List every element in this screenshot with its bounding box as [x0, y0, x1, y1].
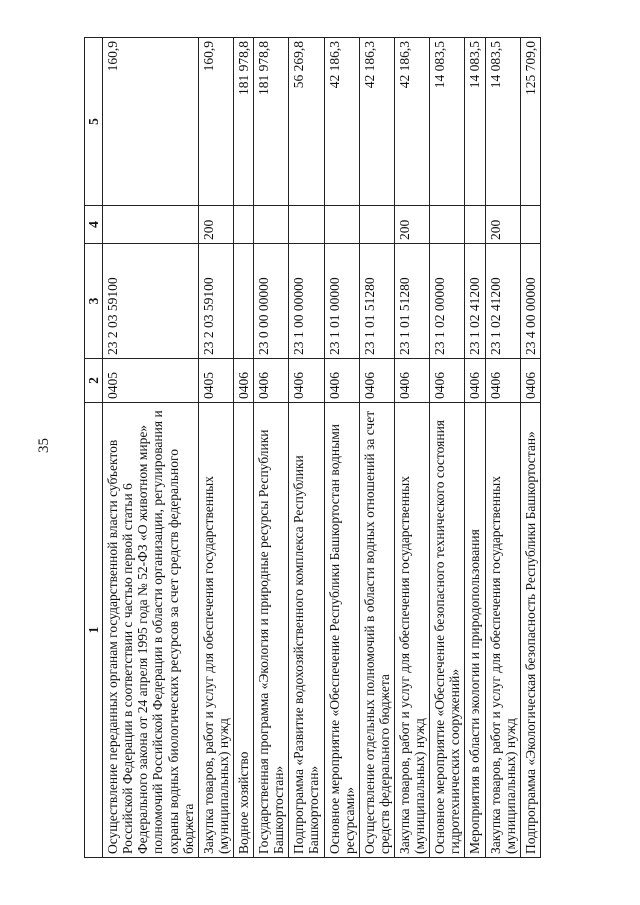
row-name: Подпрограмма «Экологическая безопасность Республики Башкортостан»	[520, 403, 540, 858]
row-expense-type: 200	[394, 206, 429, 244]
row-name: Водное хозяйство	[233, 403, 253, 858]
table-row	[289, 38, 324, 858]
table-row	[394, 38, 429, 858]
row-name: Мероприятия в области экологии и природопользования	[465, 403, 485, 858]
table-row	[485, 38, 520, 858]
row-expense-type	[430, 206, 465, 244]
row-amount: 160,9	[198, 38, 233, 206]
row-target-code	[233, 244, 253, 359]
row-name: Закупка товаров, работ и услуг для обеспечения государственных (муниципальных) нужд	[198, 403, 233, 858]
row-amount: 181 978,8	[254, 38, 289, 206]
table-row	[359, 38, 394, 858]
row-target-code: 23 0 00 00000	[254, 244, 289, 359]
row-section: 0406	[430, 359, 465, 403]
row-section: 0406	[394, 359, 429, 403]
row-section: 0406	[289, 359, 324, 403]
row-expense-type	[103, 206, 199, 244]
row-expense-type: 200	[198, 206, 233, 244]
row-name: Государственная программа «Экология и природные ресурсы Республики Башкортостан»	[254, 403, 289, 858]
row-target-code: 23 2 03 59100	[198, 244, 233, 359]
row-name: Осуществление переданных органам государственной власти субъектов Российской Федерации в соответствии с частью первой статьи 6 Федерального закона от 24 апреля 1995 года № 52-ФЗ «О животном мире» полномочий Российской Федерации в области организации, регулирования и охраны водных биологических ресурсов за счет средств федерального бюджета	[103, 403, 199, 858]
row-name: Подпрограмма «Развитие водохозяйственного комплекса Республики Башкортостан»	[289, 403, 324, 858]
header-cell-5: 5	[85, 38, 103, 206]
row-target-code: 23 1 00 00000	[289, 244, 324, 359]
row-name: Основное мероприятие «Обеспечение Республики Башкортостан водными ресурсами»	[324, 403, 359, 858]
header-cell-2: 2	[85, 359, 103, 403]
row-section: 0406	[520, 359, 540, 403]
row-amount: 42 186,3	[359, 38, 394, 206]
row-expense-type	[324, 206, 359, 244]
row-expense-type	[289, 206, 324, 244]
row-amount: 14 083,5	[465, 38, 485, 206]
row-target-code: 23 1 02 41200	[485, 244, 520, 359]
row-target-code: 23 1 01 00000	[324, 244, 359, 359]
row-target-code: 23 1 02 41200	[465, 244, 485, 359]
row-amount: 14 083,5	[485, 38, 520, 206]
row-section: 0405	[103, 359, 199, 403]
rotated-table-container	[84, 38, 558, 858]
row-section: 0406	[324, 359, 359, 403]
row-expense-type	[520, 206, 540, 244]
header-cell-1: 1	[85, 403, 103, 858]
row-section: 0406	[233, 359, 253, 403]
row-amount: 56 269,8	[289, 38, 324, 206]
row-section: 0406	[465, 359, 485, 403]
row-target-code: 23 1 02 00000	[430, 244, 465, 359]
row-target-code: 23 4 00 00000	[520, 244, 540, 359]
row-section: 0406	[485, 359, 520, 403]
row-amount: 42 186,3	[394, 38, 429, 206]
row-section: 0406	[254, 359, 289, 403]
row-name: Основное мероприятие «Обеспечение безопасного технического состояния гидротехнических сооружений»	[430, 403, 465, 858]
row-name: Закупка товаров, работ и услуг для обеспечения государственных (муниципальных) нужд	[485, 403, 520, 858]
row-expense-type: 200	[485, 206, 520, 244]
row-expense-type	[254, 206, 289, 244]
row-target-code: 23 2 03 59100	[103, 244, 199, 359]
row-name: Осуществление отдельных полномочий в области водных отношений за счет средств федерального бюджета	[359, 403, 394, 858]
header-cell-4: 4	[85, 206, 103, 244]
row-expense-type	[465, 206, 485, 244]
row-expense-type	[233, 206, 253, 244]
row-section: 0405	[198, 359, 233, 403]
table-row	[103, 38, 199, 858]
table-row	[198, 38, 233, 858]
row-target-code: 23 1 01 51280	[359, 244, 394, 359]
table-row	[465, 38, 485, 858]
row-amount: 42 186,3	[324, 38, 359, 206]
table-row	[520, 38, 540, 858]
table-row	[254, 38, 289, 858]
row-name: Закупка товаров, работ и услуг для обеспечения государственных (муниципальных) нужд	[394, 403, 429, 858]
page-number: 35	[36, 438, 52, 453]
row-amount: 14 083,5	[430, 38, 465, 206]
row-section: 0406	[359, 359, 394, 403]
table-row	[233, 38, 253, 858]
header-cell-3: 3	[85, 244, 103, 359]
table-row	[430, 38, 465, 858]
budget-table	[84, 37, 541, 858]
row-amount: 125 709,0	[520, 38, 540, 206]
table-row	[324, 38, 359, 858]
row-expense-type	[359, 206, 394, 244]
row-amount: 181 978,8	[233, 38, 253, 206]
row-target-code: 23 1 01 51280	[394, 244, 429, 359]
row-amount: 160,9	[103, 38, 199, 206]
header-row	[85, 38, 103, 858]
